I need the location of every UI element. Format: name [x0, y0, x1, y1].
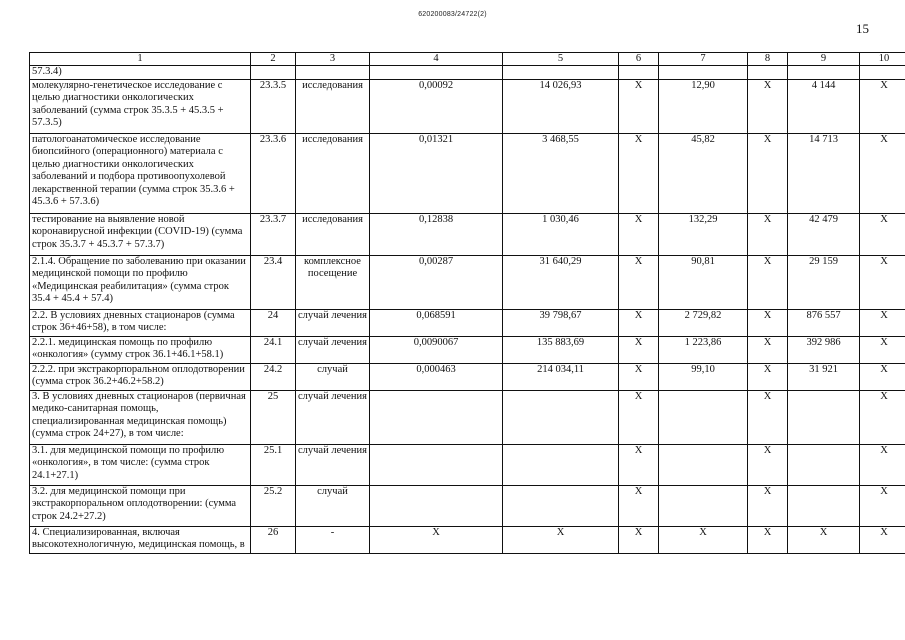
value-cell — [370, 485, 503, 526]
row-label: 57.3.4) — [30, 66, 251, 80]
value-cell: X — [748, 526, 788, 553]
value-cell: 0,00092 — [370, 79, 503, 133]
value-cell: X — [619, 79, 659, 133]
row-code: 23.3.6 — [251, 133, 296, 213]
value-cell — [788, 390, 860, 444]
value-cell: X — [619, 309, 659, 336]
value-cell: 1 223,86 — [659, 336, 748, 363]
value-cell: X — [860, 213, 905, 255]
table-row — [30, 444, 905, 485]
row-label: 3.1. для медицинской помощи по профилю «онкология», в том числе: (сумма строк 24.1+27.1) — [30, 444, 251, 485]
value-cell — [503, 390, 619, 444]
table-row — [30, 255, 905, 309]
unit-cell: случай — [296, 485, 370, 526]
value-cell — [788, 66, 860, 80]
value-cell: X — [619, 133, 659, 213]
header-row — [30, 53, 905, 66]
value-cell: X — [788, 526, 860, 553]
value-cell: 99,10 — [659, 363, 748, 390]
table-row — [30, 336, 905, 363]
table-row — [30, 485, 905, 526]
row-code: 24 — [251, 309, 296, 336]
table-row — [30, 66, 905, 80]
row-code: 23.4 — [251, 255, 296, 309]
unit-cell: случай лечения — [296, 390, 370, 444]
value-cell: 3 468,55 — [503, 133, 619, 213]
document-id: 620200083/24722(2) — [418, 11, 487, 18]
value-cell: X — [860, 526, 905, 553]
value-cell: X — [860, 309, 905, 336]
header-cell: 3 — [296, 53, 370, 66]
row-label: молекулярно-генетическое исследование с целью диагностики онкологических заболеваний (сумма строк 35.3.5 + 45.3.5 + 57.3.5) — [30, 79, 251, 133]
value-cell: X — [370, 526, 503, 553]
value-cell: X — [748, 390, 788, 444]
value-cell — [503, 444, 619, 485]
unit-cell: - — [296, 526, 370, 553]
row-code: 25.2 — [251, 485, 296, 526]
header-cell: 7 — [659, 53, 748, 66]
table-row — [30, 309, 905, 336]
row-code: 24.1 — [251, 336, 296, 363]
row-label: 3. В условиях дневных стационаров (первичная медико-санитарная помощь, специализированная медицинская помощь) (сумма строк 24+27), в том числе: — [30, 390, 251, 444]
value-cell: X — [860, 133, 905, 213]
value-cell: X — [619, 526, 659, 553]
value-cell: 12,90 — [659, 79, 748, 133]
data-table — [29, 52, 905, 554]
table-row — [30, 363, 905, 390]
value-cell: X — [619, 485, 659, 526]
value-cell: 45,82 — [659, 133, 748, 213]
value-cell: X — [860, 363, 905, 390]
value-cell — [370, 66, 503, 80]
table-row — [30, 133, 905, 213]
value-cell: 392 986 — [788, 336, 860, 363]
value-cell: 0,00287 — [370, 255, 503, 309]
value-cell: 0,12838 — [370, 213, 503, 255]
unit-cell: комплексное посещение — [296, 255, 370, 309]
value-cell: 90,81 — [659, 255, 748, 309]
value-cell: X — [748, 309, 788, 336]
value-cell: X — [619, 255, 659, 309]
value-cell — [659, 444, 748, 485]
value-cell: 1 030,46 — [503, 213, 619, 255]
unit-cell: случай — [296, 363, 370, 390]
value-cell — [860, 66, 905, 80]
row-code: 25 — [251, 390, 296, 444]
value-cell: 214 034,11 — [503, 363, 619, 390]
value-cell: 31 921 — [788, 363, 860, 390]
value-cell: X — [748, 363, 788, 390]
unit-cell: случай лечения — [296, 336, 370, 363]
row-label: патологоанатомическое исследование биопсийного (операционного) материала с целью диагностики онкологических заболеваний и подбора противоопухолевой лекарственной терапии (сумма строк 35.3.6 + 45.3.6 + 57.3.6) — [30, 133, 251, 213]
value-cell — [659, 485, 748, 526]
value-cell: X — [860, 390, 905, 444]
value-cell: 876 557 — [788, 309, 860, 336]
header-cell: 5 — [503, 53, 619, 66]
value-cell: X — [619, 336, 659, 363]
row-label: 4. Специализированная, включая высокотехнологичную, медицинская помощь, в — [30, 526, 251, 553]
value-cell: X — [860, 255, 905, 309]
value-cell: 0,01321 — [370, 133, 503, 213]
value-cell — [370, 444, 503, 485]
row-label: 2.2.1. медицинская помощь по профилю «онкология» (сумму строк 36.1+46.1+58.1) — [30, 336, 251, 363]
unit-cell: исследования — [296, 133, 370, 213]
value-cell: X — [748, 79, 788, 133]
value-cell: X — [860, 444, 905, 485]
table-row — [30, 79, 905, 133]
value-cell: X — [659, 526, 748, 553]
value-cell — [788, 444, 860, 485]
value-cell: 14 713 — [788, 133, 860, 213]
value-cell: X — [748, 255, 788, 309]
value-cell: X — [748, 213, 788, 255]
row-label: 2.1.4. Обращение по заболеванию при оказании медицинской помощи по профилю «Медицинская реабилитация» (сумма строк 35.4 + 45.4 + 57.4) — [30, 255, 251, 309]
value-cell: 42 479 — [788, 213, 860, 255]
row-code: 25.1 — [251, 444, 296, 485]
value-cell: 29 159 — [788, 255, 860, 309]
row-code — [251, 66, 296, 80]
value-cell: 132,29 — [659, 213, 748, 255]
unit-cell — [296, 66, 370, 80]
value-cell: X — [748, 336, 788, 363]
value-cell: 0,0090067 — [370, 336, 503, 363]
row-code: 24.2 — [251, 363, 296, 390]
value-cell: 31 640,29 — [503, 255, 619, 309]
value-cell: X — [619, 213, 659, 255]
unit-cell: случай лечения — [296, 309, 370, 336]
row-label: тестирование на выявление новой коронавирусной инфекции (COVID-19) (сумма строк 35.3.7 + 45.3.7 + 57.3.7) — [30, 213, 251, 255]
value-cell: X — [503, 526, 619, 553]
table-row — [30, 526, 905, 553]
row-label: 3.2. для медицинской помощи при экстракорпоральном оплодотворении: (сумма строк 24.2+27.2) — [30, 485, 251, 526]
value-cell: X — [619, 444, 659, 485]
value-cell: 0,068591 — [370, 309, 503, 336]
value-cell: X — [619, 390, 659, 444]
value-cell — [748, 66, 788, 80]
value-cell — [503, 485, 619, 526]
value-cell: X — [619, 363, 659, 390]
value-cell — [659, 390, 748, 444]
value-cell: X — [860, 336, 905, 363]
value-cell — [503, 66, 619, 80]
value-cell: 0,000463 — [370, 363, 503, 390]
value-cell — [619, 66, 659, 80]
value-cell: X — [748, 133, 788, 213]
header-cell: 1 — [30, 53, 251, 66]
table-row — [30, 213, 905, 255]
value-cell: X — [860, 485, 905, 526]
row-label: 2.2. В условиях дневных стационаров (сумма строк 36+46+58), в том числе: — [30, 309, 251, 336]
value-cell: 14 026,93 — [503, 79, 619, 133]
value-cell: 135 883,69 — [503, 336, 619, 363]
header-cell: 10 — [860, 53, 905, 66]
value-cell: 4 144 — [788, 79, 860, 133]
row-label: 2.2.2. при экстракорпоральном оплодотворении (сумма строк 36.2+46.2+58.2) — [30, 363, 251, 390]
value-cell: X — [860, 79, 905, 133]
unit-cell: исследования — [296, 213, 370, 255]
value-cell — [370, 390, 503, 444]
value-cell: X — [748, 485, 788, 526]
value-cell: 2 729,82 — [659, 309, 748, 336]
value-cell: X — [748, 444, 788, 485]
header-cell: 4 — [370, 53, 503, 66]
header-cell: 8 — [748, 53, 788, 66]
row-code: 26 — [251, 526, 296, 553]
header-cell: 6 — [619, 53, 659, 66]
row-code: 23.3.7 — [251, 213, 296, 255]
unit-cell: случай лечения — [296, 444, 370, 485]
value-cell — [659, 66, 748, 80]
page-number: 15 — [856, 21, 869, 36]
value-cell — [788, 485, 860, 526]
unit-cell: исследования — [296, 79, 370, 133]
value-cell: 39 798,67 — [503, 309, 619, 336]
header-cell: 9 — [788, 53, 860, 66]
row-code: 23.3.5 — [251, 79, 296, 133]
table-row — [30, 390, 905, 444]
header-cell: 2 — [251, 53, 296, 66]
